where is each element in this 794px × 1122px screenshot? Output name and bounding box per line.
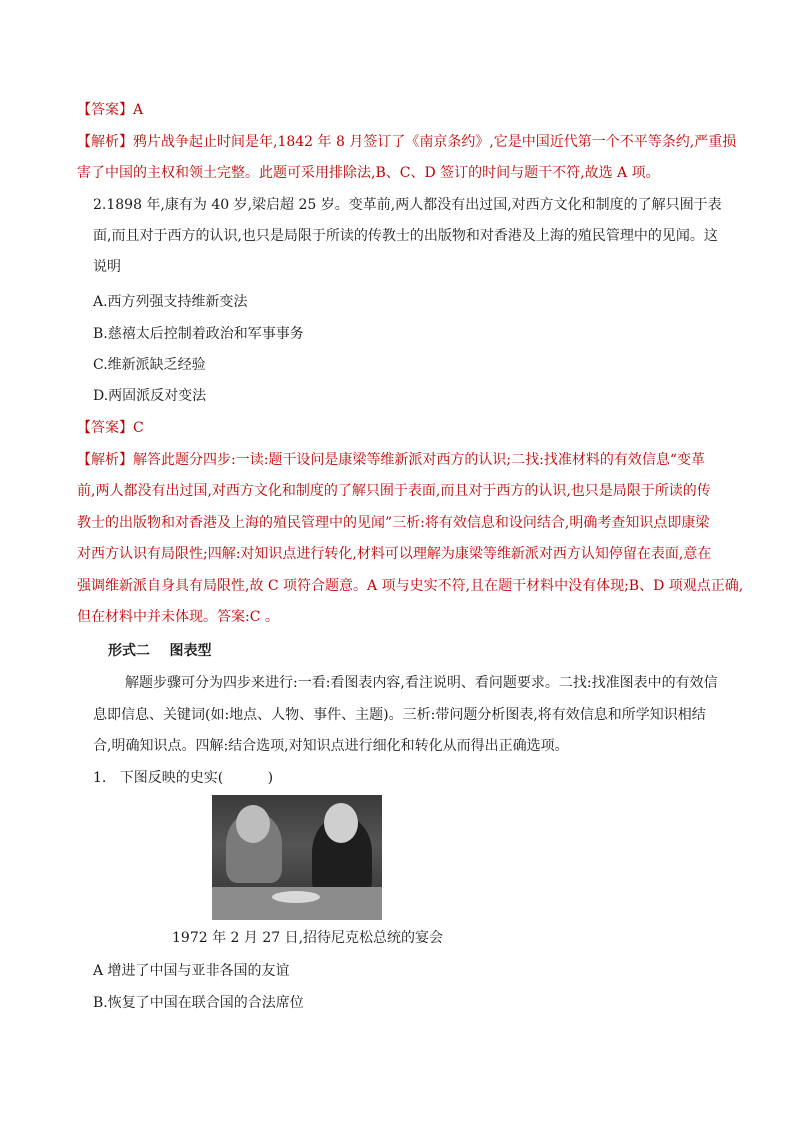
- analysis-line: 害了中国的主权和领土完整。此题可采用排除法,B、C、D 签订的时间与题干不符,故选 A 项。: [77, 165, 660, 181]
- analysis-line: 强调维新派自身具有局限性,故 C 项符合题意。A 项与史实不符,且在题干材料中没有体现;B、D 项观点正确,: [77, 578, 744, 594]
- option-b: B.慈禧太后控制着政治和军事事务: [93, 326, 304, 342]
- analysis-line: 前,两人都没有出过国,对西方文化和制度的了解只囿于表面,而且对于西方的认识,也只是局限于所读的传: [77, 483, 711, 499]
- analysis-line: 但在材料中并未体现。答案:C 。: [77, 609, 279, 625]
- section-title: 形式二 图表型: [108, 643, 212, 659]
- option-a: A.西方列强支持维新变法: [93, 294, 248, 310]
- option-b: B.恢复了中国在联合国的合法席位: [93, 995, 304, 1011]
- banquet-photo: [212, 795, 382, 920]
- question-stem-line: 说明: [93, 259, 121, 275]
- option-c: C.维新派缺乏经验: [93, 357, 206, 373]
- analysis-line: 教士的出版物和对香港及上海的殖民管理中的见闻”三析:将有效信息和设问结合,明确考查知识点即康梁: [77, 515, 710, 531]
- question-stem-line: 面,而且对于西方的认识,也只是局限于所读的传教士的出版物和对香港及上海的殖民管理中的见闻。这: [93, 228, 718, 244]
- section-intro-line: 解题步骤可分为四步来进行:一看:看图表内容,看注说明、看问题要求。二找:找准图表中的有效信: [125, 675, 718, 691]
- section-intro-line: 合,明确知识点。四解:结合选项,对知识点进行细化和转化从而得出正确选项。: [93, 738, 569, 754]
- question-1-stem: 1. 下图反映的史实( ): [93, 770, 274, 786]
- option-a: A 增进了中国与亚非各国的友谊: [93, 963, 290, 979]
- analysis-line: 【解析】鸦片战争起止时间是年,1842 年 8 月签订了《南京条约》,它是中国近代第一个不平等条约,严重损: [77, 134, 737, 150]
- photo-caption: 1972 年 2 月 27 日,招待尼克松总统的宴会: [172, 930, 444, 946]
- question-stem-line: 2.1898 年,康有为 40 岁,梁启超 25 岁。变革前,两人都没有出过国,对西方文化和制度的了解只囿于表: [93, 197, 722, 213]
- section-intro-line: 息即信息、关键词(如:地点、人物、事件、主题)。三析:带问题分析图表,将有效信息和所学知识相结: [93, 707, 706, 723]
- option-d: D.两固派反对变法: [93, 388, 207, 404]
- answer-label-1: 【答案】A: [77, 102, 144, 118]
- analysis-line: 对西方认识有局限性;四解:对知识点进行转化,材料可以理解为康梁等维新派对西方认知停留在表面,意在: [77, 546, 712, 562]
- answer-label-2: 【答案】C: [77, 420, 144, 436]
- analysis-line: 【解析】解答此题分四步:一读:题干设问是康梁等维新派对西方的认识;二找:找准材料的有效信息“变革: [77, 452, 706, 468]
